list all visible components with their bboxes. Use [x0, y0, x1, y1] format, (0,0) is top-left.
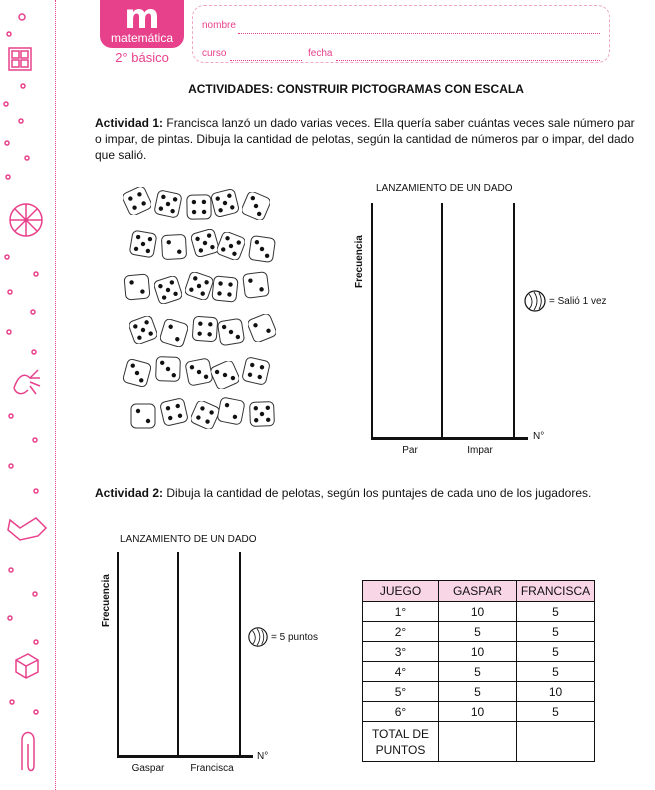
margin-line — [55, 0, 56, 790]
die-icon — [123, 273, 151, 301]
hand-icon — [14, 370, 40, 394]
chart1-n-label: N° — [533, 431, 545, 442]
francisca-cell: 10 — [517, 682, 595, 702]
gaspar-cell: 10 — [439, 702, 517, 722]
chart1-category-impar: Impar — [467, 445, 493, 456]
logo — [100, 0, 184, 48]
table-row — [363, 702, 595, 722]
activity2-label: Actividad 2: — [95, 486, 164, 500]
chart1-baseline — [371, 437, 528, 440]
die-icon — [242, 357, 270, 385]
ball-icon — [523, 289, 547, 313]
chart2-legend — [247, 626, 318, 648]
student-info-box — [192, 5, 610, 63]
ball-icon — [247, 626, 269, 648]
chart2-title: LANZAMIENTO DE UN DADO — [120, 534, 257, 545]
die-icon — [160, 233, 188, 261]
table-row — [363, 642, 595, 662]
game-cell: 3° — [363, 642, 439, 662]
chart2-legend-text: = 5 puntos — [271, 631, 318, 643]
chart2-n-label: N° — [257, 751, 269, 762]
table-header-row — [363, 581, 595, 602]
logo-word: matemática — [110, 31, 174, 45]
die-icon — [248, 400, 276, 428]
course-field[interactable] — [230, 60, 302, 61]
die-icon — [160, 319, 188, 347]
chart2-baseline — [117, 755, 253, 758]
candy-icon — [8, 518, 46, 540]
die-icon — [217, 397, 245, 425]
chart1-divider — [441, 203, 443, 440]
header-juego: JUEGO — [363, 581, 439, 602]
die-icon — [185, 272, 213, 300]
chart1-y-label: Frecuencia — [354, 235, 365, 288]
francisca-cell: 5 — [517, 642, 595, 662]
activity1-label: Actividad 1: — [95, 116, 164, 130]
die-icon — [129, 230, 157, 258]
activity1-instructions: Francisca lanzó un dado varias veces. Ella quería saber cuántas veces sale número par o impar, de pintas. Dibuja la cantidad de pelotas, según la cantidad de números par o impar, del dado que salió. — [95, 116, 635, 162]
die-icon — [242, 271, 270, 299]
gaspar-cell: 5 — [439, 682, 517, 702]
gaspar-total-cell[interactable] — [439, 722, 517, 762]
die-icon — [211, 275, 239, 303]
gaspar-cell: 5 — [439, 662, 517, 682]
table-row — [363, 602, 595, 622]
die-icon — [217, 232, 245, 260]
die-icon — [211, 361, 239, 389]
die-icon — [248, 314, 276, 342]
chart1-category-par: Par — [402, 445, 418, 456]
paperclip-icon — [22, 733, 34, 771]
gaspar-cell: 10 — [439, 602, 517, 622]
table-row — [363, 662, 595, 682]
francisca-cell: 5 — [517, 622, 595, 642]
chart2-category-gaspar: Gaspar — [131, 763, 165, 774]
game-cell: 1° — [363, 602, 439, 622]
chart2-y-label: Frecuencia — [101, 574, 112, 627]
francisca-cell: 5 — [517, 602, 595, 622]
activity2-instructions: Dibuja la cantidad de pelotas, según los puntajes de cada uno de los jugadores. — [166, 486, 592, 500]
header-gaspar: GASPAR — [439, 581, 517, 602]
chart1-title: LANZAMIENTO DE UN DADO — [376, 183, 513, 194]
die-icon — [154, 276, 182, 304]
francisca-cell: 5 — [517, 662, 595, 682]
die-icon — [242, 192, 270, 220]
die-icon — [191, 229, 219, 257]
die-icon — [123, 187, 151, 215]
gaspar-cell: 10 — [439, 642, 517, 662]
die-icon — [129, 316, 157, 344]
die-icon — [248, 235, 276, 263]
chart2-axis-left — [117, 552, 119, 758]
die-icon — [160, 398, 188, 426]
francisca-total-cell[interactable] — [517, 722, 595, 762]
decorative-margin — [0, 0, 60, 790]
header-francisca: FRANCISCA — [517, 581, 595, 602]
activity1-text — [95, 115, 643, 163]
table-row — [363, 622, 595, 642]
gaspar-cell: 5 — [439, 622, 517, 642]
die-icon — [154, 355, 182, 383]
cube-icon — [16, 654, 38, 678]
logo-letter: m — [124, 0, 160, 37]
table-total-row — [363, 722, 595, 762]
game-cell: 4° — [363, 662, 439, 682]
date-field[interactable] — [336, 60, 600, 61]
die-icon — [211, 189, 239, 217]
name-label: nombre — [202, 20, 236, 31]
die-icon — [217, 318, 245, 346]
die-icon — [191, 315, 219, 343]
grade-label: 2° básico — [115, 50, 169, 65]
table-row — [363, 682, 595, 702]
die-icon — [185, 358, 213, 386]
total-label-cell: TOTAL DE PUNTOS — [363, 722, 439, 762]
activity2-text — [95, 485, 643, 501]
chart2-category-francisca: Francisca — [190, 763, 234, 774]
course-label: curso — [202, 48, 227, 59]
die-icon — [191, 401, 219, 429]
die-icon — [185, 193, 213, 221]
chart1-legend — [523, 289, 607, 313]
page-title: ACTIVIDADES: CONSTRUIR PICTOGRAMAS CON ESCALA — [188, 82, 524, 96]
chart2-axis-right — [239, 552, 241, 758]
dice-group — [125, 190, 280, 448]
die-icon — [123, 359, 151, 387]
francisca-cell: 5 — [517, 702, 595, 722]
chart1-axis-left — [371, 203, 373, 440]
name-field[interactable] — [238, 33, 600, 34]
date-label: fecha — [308, 48, 333, 59]
game-cell: 2° — [363, 622, 439, 642]
chart1-legend-text: = Salió 1 vez — [549, 295, 607, 307]
scores-table — [362, 580, 595, 762]
die-icon — [154, 190, 182, 218]
game-cell: 6° — [363, 702, 439, 722]
die-icon — [129, 402, 157, 430]
chart2-divider — [177, 552, 179, 758]
chart1-axis-right — [513, 203, 515, 440]
game-cell: 5° — [363, 682, 439, 702]
